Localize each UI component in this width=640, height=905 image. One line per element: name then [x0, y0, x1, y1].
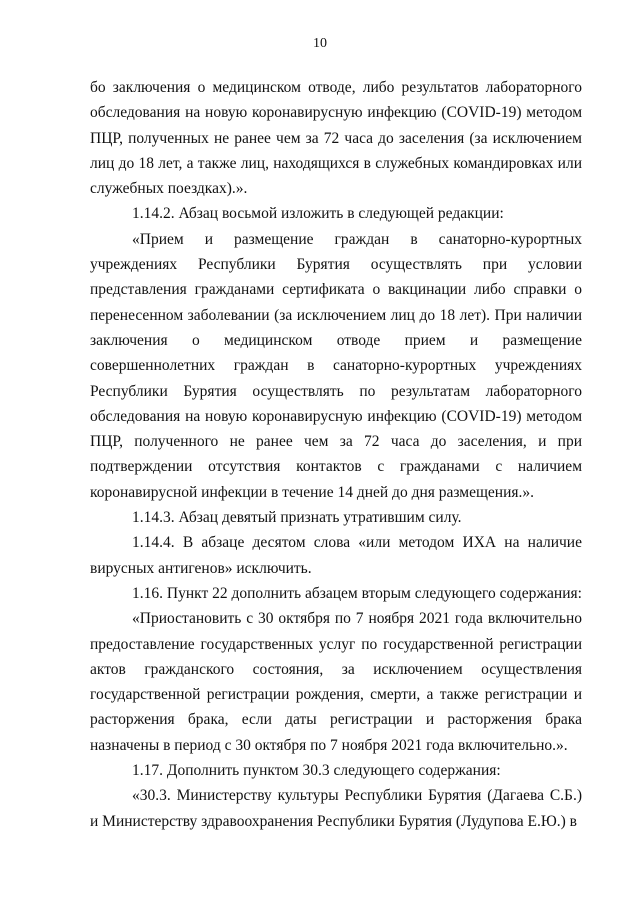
- document-body: [90, 75, 582, 834]
- paragraph-1-14-4: 1.14.4. В абзаце десятом слова «или методом ИХА на наличие вирусных антигенов» исключить.: [90, 534, 582, 577]
- paragraph-1-17: 1.17. Дополнить пунктом 30.3 следующего содержания:: [132, 762, 501, 780]
- page-number: 10: [313, 36, 327, 51]
- paragraph-continuation: бо заключения о медицинском отводе, либо результатов лабораторного обследования на новую коронавирусную инфекцию (COVID-19) методом ПЦР, полученных не ранее чем за 72 часа до заселения (за исключением лиц до 18 лет, а также лиц, находящихся в служебных командировках или служебных поездках).».: [90, 79, 582, 198]
- paragraph-1-14-3: 1.14.3. Абзац девятый признать утратившим силу.: [132, 509, 462, 527]
- paragraph-quote-30-3: «30.3. Министерству культуры Республики Бурятия (Дагаева С.Б.) и Министерству здравоохранения Республики Бурятия (Лудупова Е.Ю.) в: [90, 787, 582, 830]
- paragraph-quote-sanatorium: «Прием и размещение граждан в санаторно-курортных учреждениях Республики Бурятия осуществлять при условии представления гражданами сертификата о вакцинации либо справки о перенесенном заболевании (за исключением лиц до 18 лет). При наличии заключения о медицинском отводе прием и размещение совершеннолетних граждан в санаторно-курортных учреждениях Республики Бурятия осуществлять по результатам лабораторного обследования на новую коронавирусную инфекцию (COVID-19) методом ПЦР, полученного не ранее чем за 72 часа до заселения, и при подтверждении отсутствия контактов с гражданами с наличием коронавирусной инфекции в течение 14 дней до дня размещения.».: [90, 230, 582, 501]
- paragraph-1-14-2: 1.14.2. Абзац восьмой изложить в следующей редакции:: [132, 205, 504, 223]
- paragraph-1-16: 1.16. Пункт 22 дополнить абзацем вторым следующего содержания:: [132, 584, 582, 602]
- paragraph-quote-registry: «Приостановить с 30 октября по 7 ноября 2021 года включительно предоставление государственных услуг по государственной регистрации актов гражданского состояния, за исключением осуществления государственной регистрации рождения, смерти, а также регистрации и расторжения брака, если даты регистрации и расторжения брака назначены в период с 30 октября по 7 ноября 2021 года включительно.».: [90, 610, 582, 754]
